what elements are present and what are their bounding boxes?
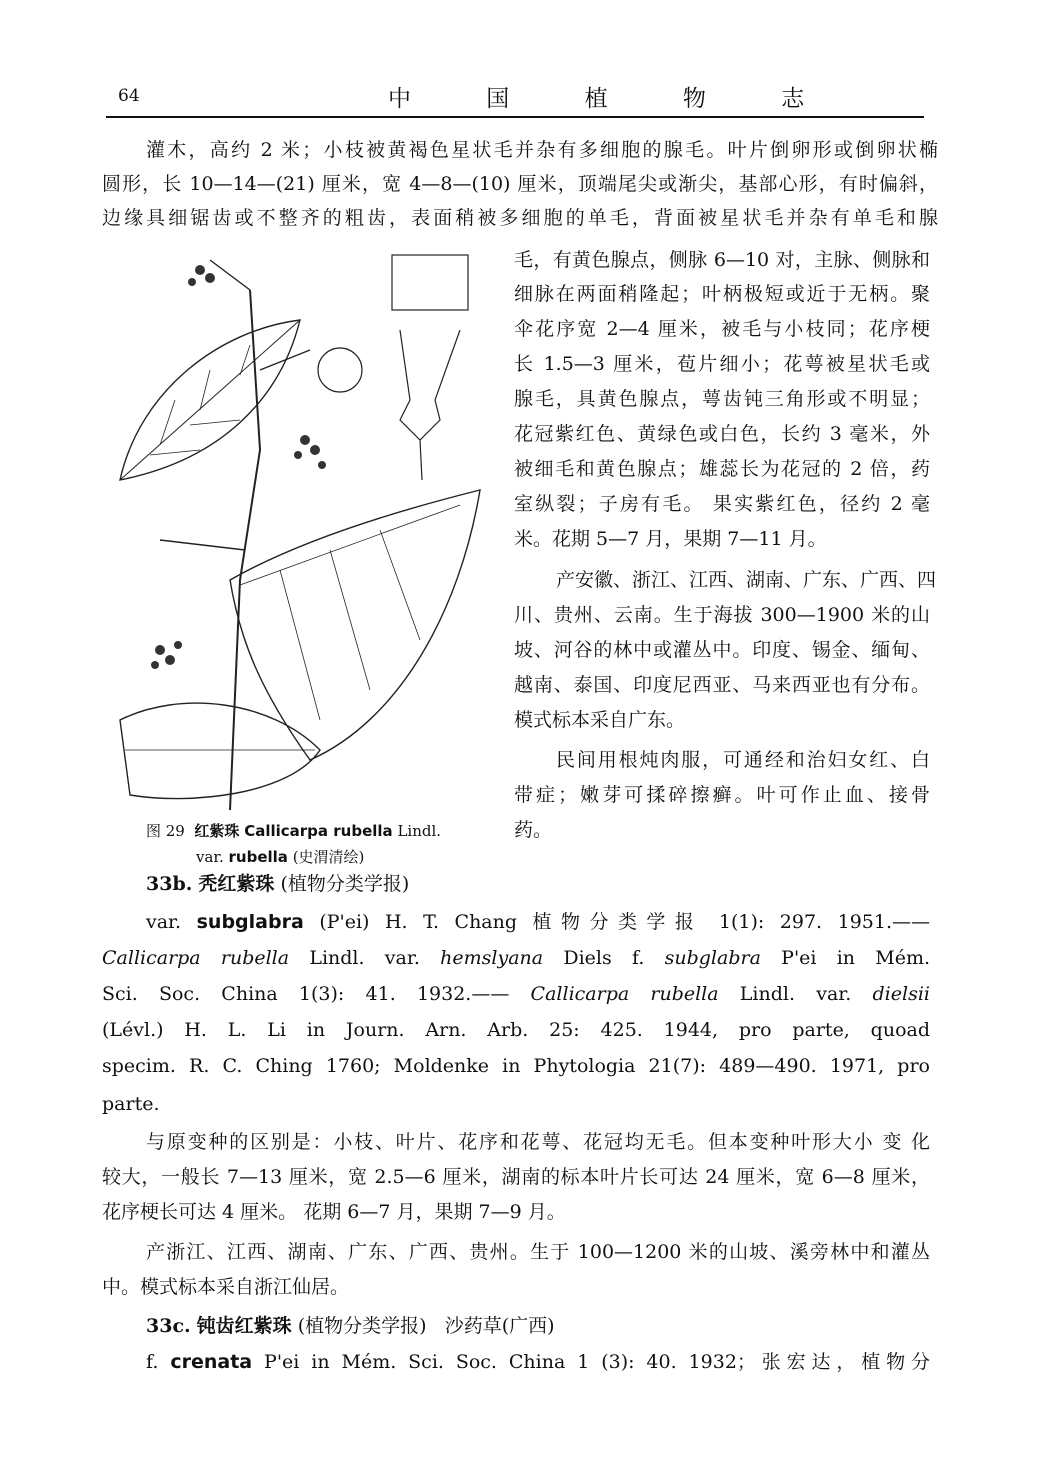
cit-text: Lindl. var. (739, 983, 852, 1005)
cit-text: Sci. Soc. China 1(3): 41. 1932.—— (102, 983, 510, 1005)
caption-artist: (史渭清绘) (292, 848, 365, 866)
citation-33b-line6: parte. (102, 1093, 160, 1115)
rc-line: 腺毛，具黄色腺点，萼齿钝三角形或不明显； (514, 388, 930, 410)
cit-text: var. (146, 911, 182, 933)
cit-var-name: subglabra (196, 911, 304, 933)
rc-line: 川、贵州、云南。生于海拔 300—1900 米的山 (514, 604, 930, 626)
cit-italic: subglabra (664, 947, 761, 969)
section-33c-number: 33c. (146, 1315, 191, 1337)
section-33c-heading (146, 1312, 555, 1340)
cit-text: Diels f. (563, 947, 645, 969)
section-33b-heading (146, 870, 409, 898)
rc-line: 花冠紫红色、黄绿色或白色，长约 3 毫米，外 (514, 423, 930, 445)
rc-line: 坡、河谷的林中或灌丛中。印度、锡金、缅甸、 (514, 639, 930, 661)
detail-fruit (318, 348, 362, 392)
cit-text: P'ei in Mém. Sci. Soc. China 1 (3): 40. 1932；张宏达，植物分 (264, 1351, 930, 1373)
cit-italic: hemslyana (440, 947, 544, 969)
citation-33b-line4: (Lévl.) H. L. Li in Journ. Arn. Arb. 25: 425. 1944, pro parte, quoad (102, 1019, 930, 1041)
citation-33b-line5: specim. R. C. Ching 1760; Moldenke in Phytologia 21(7): 489—490. 1971, pro (102, 1055, 930, 1077)
dist-33b-line1: 产浙江、江西、湖南、广东、广西、贵州。生于 100—1200 米的山坡、溪旁林中和灌丛 (146, 1241, 930, 1263)
rc-line: 被细毛和黄色腺点；雄蕊长为花冠的 2 倍，药 (514, 458, 930, 480)
rc-line: 民间用根炖肉服，可通经和治妇女红、白 (556, 749, 930, 771)
cit-italic: Callicarpa rubella (102, 947, 290, 969)
rc-line: 长 1.5—3 厘米，苞片细小；花萼被星状毛或 (514, 353, 930, 375)
citation-33b-line2 (102, 944, 930, 972)
rc-line: 细脉在两面稍隆起；叶柄极短或近于无柄。聚 (514, 283, 930, 305)
citation-33b-line3 (102, 980, 930, 1008)
plant-illustration (100, 250, 490, 810)
leaf-bottom (120, 703, 320, 798)
para1-line3: 边缘具细锯齿或不整齐的粗齿，表面稍被多细胞的单毛，背面被星状毛并杂有单毛和腺 (102, 207, 938, 229)
caption-cn-name: 红紫珠 (194, 822, 240, 840)
header-rule (106, 116, 924, 118)
section-33b-source: (植物分类学报) (280, 873, 410, 895)
rc-line: 越南、泰国、印度尼西亚、马来西亚也有分布。 (514, 674, 930, 696)
detail-leaf-hairs (392, 255, 468, 310)
caption-fig-number: 图 29 (146, 822, 185, 840)
citation-33b-line1 (146, 908, 930, 936)
cit-italic: dielsii (872, 983, 930, 1005)
desc-33b-line2: 较大，一般长 7—13 厘米，宽 2.5—6 厘米，湖南的标本叶片长可达 24 厘米，宽 6—8 厘米， (102, 1166, 930, 1188)
desc-33b-line3: 花序梗长可达 4 厘米。 花期 6—7 月，果期 7—9 月。 (102, 1201, 566, 1223)
caption-author: Lindl. (397, 822, 442, 840)
rc-line: 伞花序宽 2—4 厘米，被毛与小枝同；花序梗 (514, 318, 930, 340)
para1-line2: 圆形，长 10—14—(21) 厘米，宽 4—8—(10) 厘米，顶端尾尖或渐尖，基部心形，有时偏斜， (102, 173, 938, 195)
para1-line1: 灌木，高约 2 米；小枝被黄褐色星状毛并杂有多细胞的腺毛。叶片倒卵形或倒卵状椭 (146, 139, 938, 161)
section-33b-name: 秃红紫珠 (198, 873, 275, 895)
rc-line: 药。 (514, 819, 553, 841)
cit-text: (P'ei) H. T. Chang 植物分类学报 1(1): 297. 1951.—— (319, 911, 930, 933)
cit-italic: Callicarpa rubella (530, 983, 719, 1005)
cit-text: f. (146, 1351, 159, 1373)
leaf-lower (230, 490, 480, 760)
caption-var-name: rubella (228, 848, 288, 866)
dist-33b-line2: 中。模式标本采自浙江仙居。 (102, 1276, 350, 1298)
cit-text: P'ei in Mém. (781, 947, 931, 969)
book-title: 中 国 植 物 志 (388, 86, 839, 112)
section-33c-name: 钝齿红紫珠 (196, 1315, 292, 1337)
citation-33c-line1 (146, 1348, 930, 1376)
detail-flower (400, 330, 460, 480)
section-33c-alt-name: 沙药草(广西) (444, 1315, 555, 1337)
page-number: 64 (118, 86, 140, 106)
rc-line: 毛，有黄色腺点，侧脉 6—10 对，主脉、侧脉和 (514, 249, 930, 271)
desc-33b-line1: 与原变种的区别是：小枝、叶片、花序和花萼、花冠均无毛。但本变种叶形大小 变 化 (146, 1131, 930, 1153)
cit-form-name: crenata (170, 1351, 253, 1373)
section-33c-source: (植物分类学报) (297, 1315, 427, 1337)
cit-text: Lindl. var. (309, 947, 420, 969)
rc-line: 模式标本采自广东。 (514, 709, 686, 731)
caption-var-label: var. (196, 848, 224, 866)
rc-line: 米。花期 5—7 月，果期 7—11 月。 (514, 528, 827, 550)
figure-caption-line2 (196, 846, 364, 867)
rc-line: 室纵裂；子房有毛。 果实紫红色，径约 2 毫 (514, 493, 930, 515)
rc-line: 产安徽、浙江、江西、湖南、广东、广西、四 (556, 569, 937, 591)
caption-latin-name: Callicarpa rubella (244, 822, 393, 840)
section-33b-number: 33b. (146, 873, 193, 895)
rc-line: 带症；嫩芽可揉碎擦癣。叶可作止血、接骨 (514, 784, 930, 806)
figure-caption-line1 (146, 820, 441, 841)
